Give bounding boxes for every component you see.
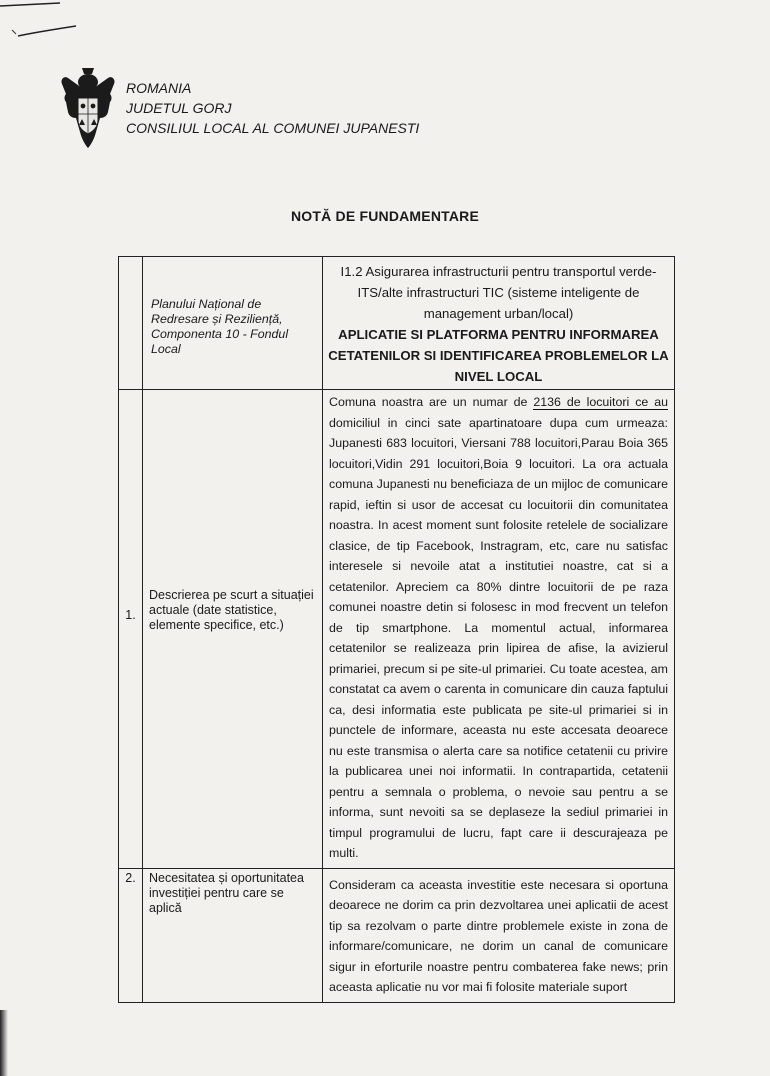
row-text [323,390,675,869]
row-text-start: Comuna noastra are un numar de [329,395,534,409]
header-council: CONSILIUL LOCAL AL COMUNEI JUPANESTI [126,120,420,136]
header-county: JUDETUL GORJ [126,100,232,116]
table-head-row [119,257,675,390]
head-number-cell [119,257,143,390]
table-row [119,390,675,869]
institution-header [126,78,419,138]
row-text-underlined: 2136 de locuitori ce au [533,395,668,409]
head-label-cell: Planului Național de Redresare și Reziliență, Componenta 10 - Fondul Local [143,257,323,390]
row-number: 2. [119,868,143,1002]
table-row [119,868,675,1002]
content-table [118,256,675,1003]
row-number: 1. [119,390,143,869]
document-title: NOTĂ DE FUNDAMENTARE [290,208,480,224]
row-label: Necesitatea și oportunitatea investiției pentru care se aplică [143,868,323,1002]
project-title-text: APLICATIE SI PLATFORMA PENTRU INFORMAREA CETATENILOR SI IDENTIFICAREA PROBLEMELOR LA NIVEL LOCAL [328,327,669,384]
scan-edge-shadow [0,1010,8,1076]
head-title-cell [323,257,675,390]
scan-mark-line [0,0,90,45]
row-label: Descrierea pe scurt a situației actuale (date statistice, elemente specifice, etc.) [143,390,323,869]
coat-of-arms-icon [58,66,118,150]
project-component-text: I1.2 Asigurarea infrastructurii pentru transportul verde-ITS/alte infrastructuri TIC (sisteme inteligente de management urban/local) [340,264,657,321]
header-country: ROMANIA [126,80,192,96]
row-text-rest: domiciliul in cinci sate apartinatoare dupa cum urmeaza: Jupanesti 683 locuitori, Viersani 788 locuitori,Parau Boia 365 locuitori,Vidin 291 locuitori,Boia 9 locuitori. La ora actuala comuna Jupanesti nu beneficiaza de un mijloc de comunicare rapid, ieftin si usor de accesat cu locuitorii din comunitatea noastra. In acest moment sunt folosite retelele de socializare clasice, de tip Facebook, Instragram, etc, care nu satisfac interesele si nevoile atat a institutiei noastre, cat si a cetatenilor. Apreciem ca 80% dintre locuitorii de pe raza comunei noastre detin si folosesc in mod frecvent un telefon de tip smartphone. La momentul actual, informarea cetatenilor se realizeaza prin lipirea de afise, la avizierul primariei, precum si pe site-ul primariei. Cu toate acestea, am constatat ca avem o carenta in comunicare din cauza faptului ca, desi informatia este publicata pe site-ul primariei si in punctele de informare, aceasta nu este accesata deoarece nu este transmisa o alerta care sa notifice cetatenii cu privire la publicarea unei noi informatii. In contrapartida, cetatenii pentru a semnala o problema, o nevoie sau pentru a se informa, sunt nevoiti sa se deplaseze la sediul primariei in timpul programului de lucru, fapt care ii descurajeaza pe multi. [329,415,668,860]
row-text: Consideram ca aceasta investitie este necesara si oportuna deoarece ne dorim ca prin dezvoltarea unei aplicatii de acest tip sa rezolvam o parte dintre problemele existe in zona de informare/comunicare, ne dorim un canal de comunicare sigur in eforturile noastre pentru combaterea fake news; prin aceasta aplicatie nu vor mai fi folosite materiale suport [323,868,675,1002]
